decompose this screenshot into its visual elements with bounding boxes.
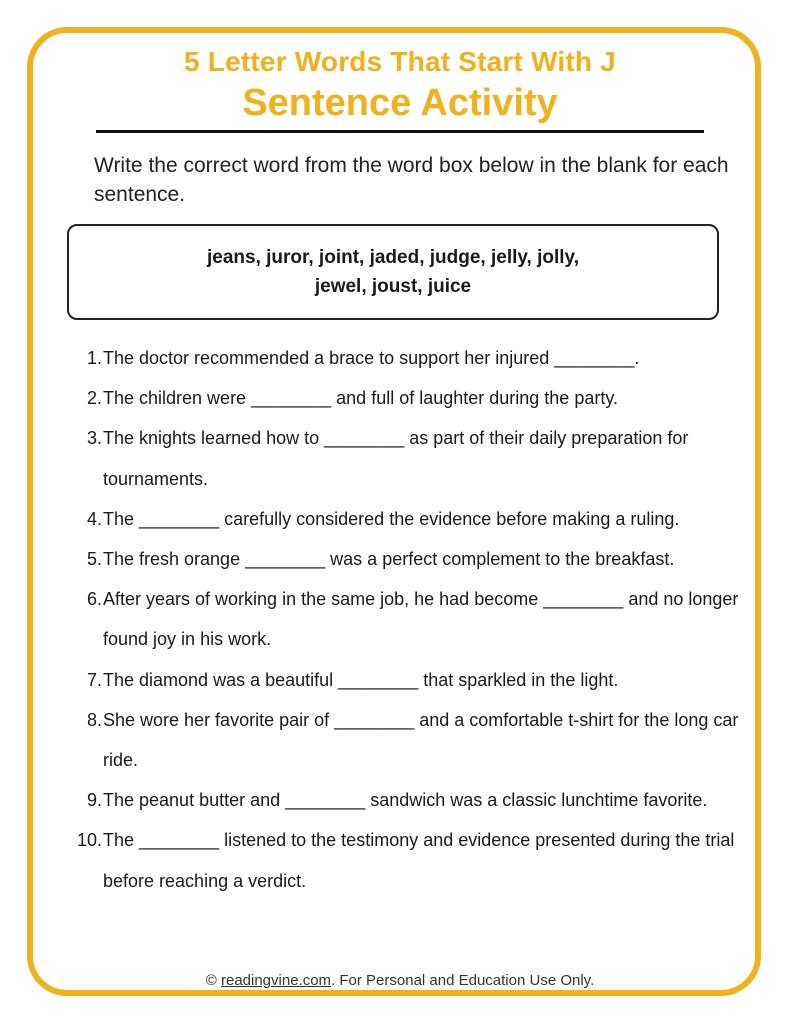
question-number: 5.	[86, 549, 102, 570]
word-box-line-1: jeans, juror, joint, jaded, judge, jelly, jolly,	[207, 247, 579, 268]
question-item	[60, 700, 740, 780]
question-number: 8.	[86, 709, 102, 730]
question-text: The diamond was a beautiful ________ that sparkled in the light.	[103, 669, 619, 690]
footer	[0, 972, 800, 989]
word-box	[67, 224, 719, 320]
instructions-text: Write the correct word from the word box below in the blank for each sentence.	[94, 154, 729, 206]
question-number: 7.	[86, 669, 102, 690]
question-text: The children were ________ and full of laughter during the party.	[103, 388, 619, 409]
question-text: After years of working in the same job, he had become ________ and no longer found joy in his work.	[103, 589, 739, 650]
question-number: 3.	[86, 428, 102, 449]
word-box-text	[173, 243, 613, 301]
footer-notice: . For Personal and Education Use Only.	[331, 972, 595, 989]
question-number: 6.	[86, 589, 102, 610]
worksheet-subtitle: 5 Letter Words That Start With J	[184, 46, 616, 77]
question-item	[60, 539, 740, 579]
question-item	[60, 378, 740, 418]
question-item	[60, 418, 740, 498]
question-item	[60, 499, 740, 539]
question-number: 1.	[86, 348, 102, 368]
question-text: She wore her favorite pair of ________ and a comfortable t-shirt for the long car ride.	[103, 709, 739, 771]
question-number: 10.	[76, 830, 102, 851]
question-text: The ________ carefully considered the evidence before making a ruling.	[103, 508, 680, 529]
copyright-symbol: ©	[205, 972, 217, 989]
title-divider	[96, 130, 704, 133]
question-number: 2.	[86, 388, 102, 409]
readingvine-link[interactable]: readingvine.com	[220, 972, 332, 989]
worksheet-title: Sentence Activity	[242, 82, 558, 124]
question-item	[60, 780, 740, 820]
question-text: The ________ listened to the testimony and evidence presented during the trial before reaching a verdict.	[103, 830, 735, 891]
question-item	[60, 338, 740, 378]
question-item	[60, 820, 740, 900]
question-text: The knights learned how to ________ as part of their daily preparation for tournaments.	[103, 428, 689, 489]
question-number: 4.	[86, 508, 102, 529]
question-number: 9.	[86, 790, 102, 811]
question-text: The peanut butter and ________ sandwich was a classic lunchtime favorite.	[103, 790, 708, 811]
question-item	[60, 579, 740, 659]
question-text: The doctor recommended a brace to support her injured ________.	[103, 348, 640, 368]
question-item	[60, 660, 740, 700]
question-text: The fresh orange ________ was a perfect complement to the breakfast.	[103, 549, 675, 570]
word-box-line-2: jewel, joust, juice	[314, 276, 472, 297]
question-list	[60, 338, 740, 901]
